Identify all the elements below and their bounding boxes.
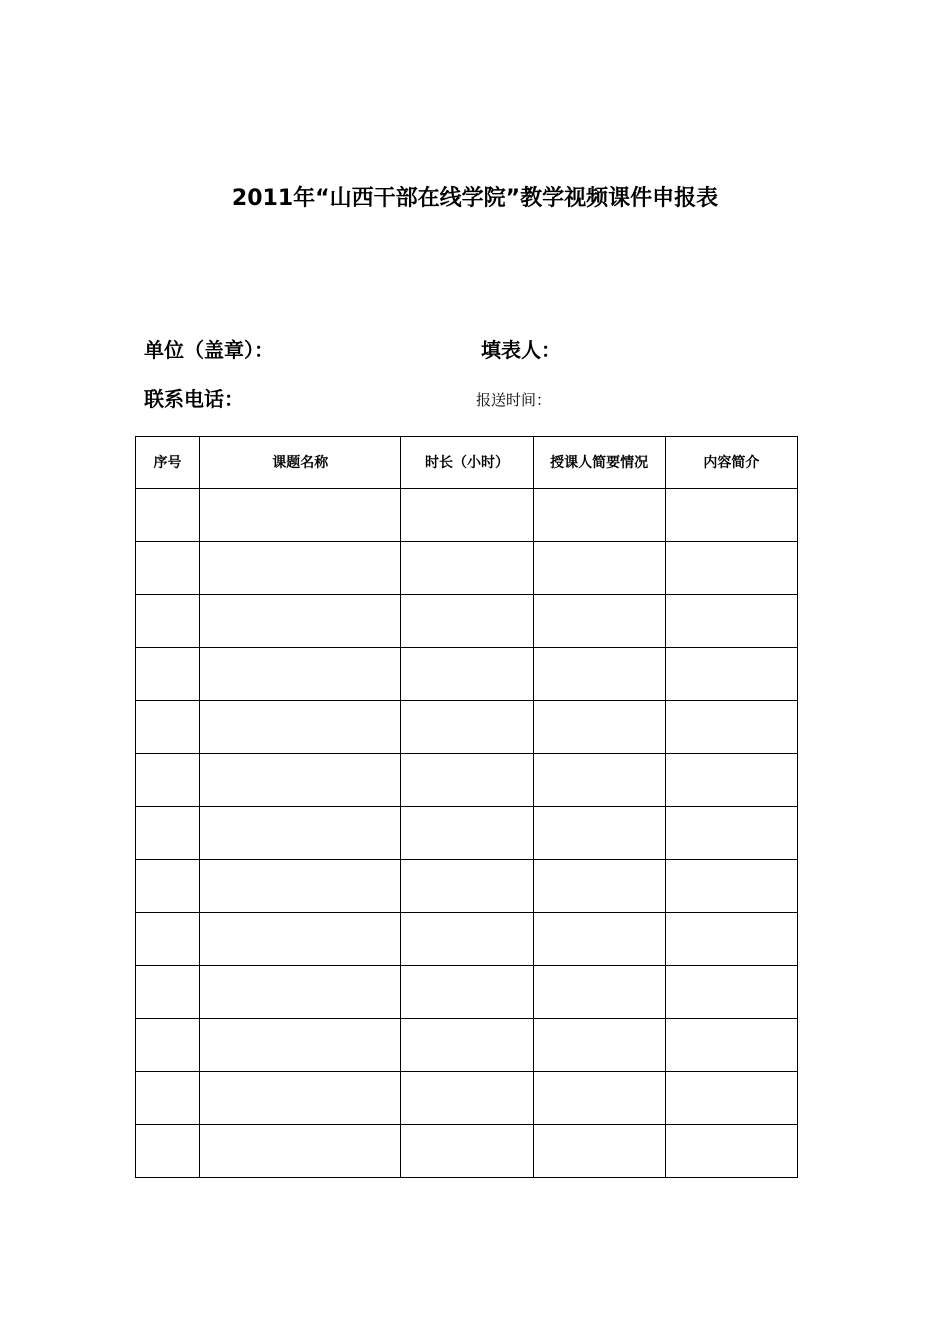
table-row bbox=[136, 1125, 798, 1178]
filler-label: 填表人： bbox=[481, 338, 561, 362]
cell-content-summary[interactable] bbox=[665, 489, 797, 542]
cell-course-title[interactable] bbox=[200, 595, 401, 648]
cell-course-title[interactable] bbox=[200, 1019, 401, 1072]
cell-course-title[interactable] bbox=[200, 489, 401, 542]
cell-serial-number[interactable] bbox=[136, 913, 200, 966]
header-lecturer-info-text: 授课人简要情况 bbox=[550, 454, 649, 471]
cell-content-summary[interactable] bbox=[665, 1125, 797, 1178]
cell-duration[interactable] bbox=[401, 754, 533, 807]
submit-date-label: 报送时间： bbox=[476, 391, 552, 409]
cell-content-summary[interactable] bbox=[665, 860, 797, 913]
cell-lecturer-info[interactable] bbox=[533, 913, 665, 966]
cell-course-title[interactable] bbox=[200, 966, 401, 1019]
table-row bbox=[136, 807, 798, 860]
cell-serial-number[interactable] bbox=[136, 648, 200, 701]
cell-duration[interactable] bbox=[401, 595, 533, 648]
cell-serial-number[interactable] bbox=[136, 966, 200, 1019]
cell-serial-number[interactable] bbox=[136, 860, 200, 913]
cell-serial-number[interactable] bbox=[136, 1072, 200, 1125]
application-table bbox=[135, 436, 798, 1178]
cell-course-title[interactable] bbox=[200, 648, 401, 701]
table-row bbox=[136, 542, 798, 595]
cell-serial-number[interactable] bbox=[136, 595, 200, 648]
page-title: 2011年“山西干部在线学院”教学视频课件申报表 bbox=[231, 186, 719, 211]
table-header-row bbox=[136, 437, 798, 489]
table-row bbox=[136, 1072, 798, 1125]
unit-label: 单位（盖章）： bbox=[144, 338, 274, 362]
cell-lecturer-info[interactable] bbox=[533, 1019, 665, 1072]
cell-content-summary[interactable] bbox=[665, 966, 797, 1019]
cell-content-summary[interactable] bbox=[665, 807, 797, 860]
table-row bbox=[136, 701, 798, 754]
table-row bbox=[136, 966, 798, 1019]
table-row bbox=[136, 754, 798, 807]
cell-lecturer-info[interactable] bbox=[533, 701, 665, 754]
cell-course-title[interactable] bbox=[200, 542, 401, 595]
cell-duration[interactable] bbox=[401, 1125, 533, 1178]
cell-lecturer-info[interactable] bbox=[533, 595, 665, 648]
cell-course-title[interactable] bbox=[200, 1072, 401, 1125]
cell-content-summary[interactable] bbox=[665, 913, 797, 966]
table-body bbox=[136, 489, 798, 1178]
cell-serial-number[interactable] bbox=[136, 489, 200, 542]
header-duration: 时长（小时） bbox=[401, 437, 533, 489]
cell-lecturer-info[interactable] bbox=[533, 542, 665, 595]
cell-course-title[interactable] bbox=[200, 754, 401, 807]
cell-course-title[interactable] bbox=[200, 913, 401, 966]
table-row bbox=[136, 860, 798, 913]
cell-lecturer-info[interactable] bbox=[533, 1072, 665, 1125]
cell-content-summary[interactable] bbox=[665, 542, 797, 595]
cell-course-title[interactable] bbox=[200, 701, 401, 754]
table-row bbox=[136, 648, 798, 701]
cell-duration[interactable] bbox=[401, 860, 533, 913]
cell-course-title[interactable] bbox=[200, 1125, 401, 1178]
cell-serial-number[interactable] bbox=[136, 701, 200, 754]
cell-lecturer-info[interactable] bbox=[533, 489, 665, 542]
cell-lecturer-info[interactable] bbox=[533, 648, 665, 701]
cell-course-title[interactable] bbox=[200, 807, 401, 860]
cell-content-summary[interactable] bbox=[665, 648, 797, 701]
cell-lecturer-info[interactable] bbox=[533, 966, 665, 1019]
cell-duration[interactable] bbox=[401, 542, 533, 595]
table-row bbox=[136, 489, 798, 542]
cell-lecturer-info[interactable] bbox=[533, 860, 665, 913]
cell-duration[interactable] bbox=[401, 913, 533, 966]
cell-content-summary[interactable] bbox=[665, 1019, 797, 1072]
cell-duration[interactable] bbox=[401, 966, 533, 1019]
cell-duration[interactable] bbox=[401, 701, 533, 754]
cell-serial-number[interactable] bbox=[136, 542, 200, 595]
cell-course-title[interactable] bbox=[200, 860, 401, 913]
cell-content-summary[interactable] bbox=[665, 701, 797, 754]
cell-duration[interactable] bbox=[401, 1072, 533, 1125]
cell-lecturer-info[interactable] bbox=[533, 1125, 665, 1178]
table-row bbox=[136, 913, 798, 966]
cell-duration[interactable] bbox=[401, 1019, 533, 1072]
phone-label: 联系电话： bbox=[144, 387, 244, 411]
cell-content-summary[interactable] bbox=[665, 595, 797, 648]
table-row bbox=[136, 595, 798, 648]
header-course-title: 课题名称 bbox=[200, 437, 401, 489]
cell-duration[interactable] bbox=[401, 489, 533, 542]
cell-serial-number[interactable] bbox=[136, 1019, 200, 1072]
cell-serial-number[interactable] bbox=[136, 754, 200, 807]
cell-lecturer-info[interactable] bbox=[533, 807, 665, 860]
cell-content-summary[interactable] bbox=[665, 754, 797, 807]
cell-duration[interactable] bbox=[401, 807, 533, 860]
cell-lecturer-info[interactable] bbox=[533, 754, 665, 807]
table-row bbox=[136, 1019, 798, 1072]
header-content-summary: 内容简介 bbox=[665, 437, 797, 489]
cell-serial-number[interactable] bbox=[136, 1125, 200, 1178]
header-lecturer-info bbox=[533, 437, 665, 489]
cell-content-summary[interactable] bbox=[665, 1072, 797, 1125]
header-serial-number: 序号 bbox=[136, 437, 200, 489]
cell-serial-number[interactable] bbox=[136, 807, 200, 860]
cell-duration[interactable] bbox=[401, 648, 533, 701]
